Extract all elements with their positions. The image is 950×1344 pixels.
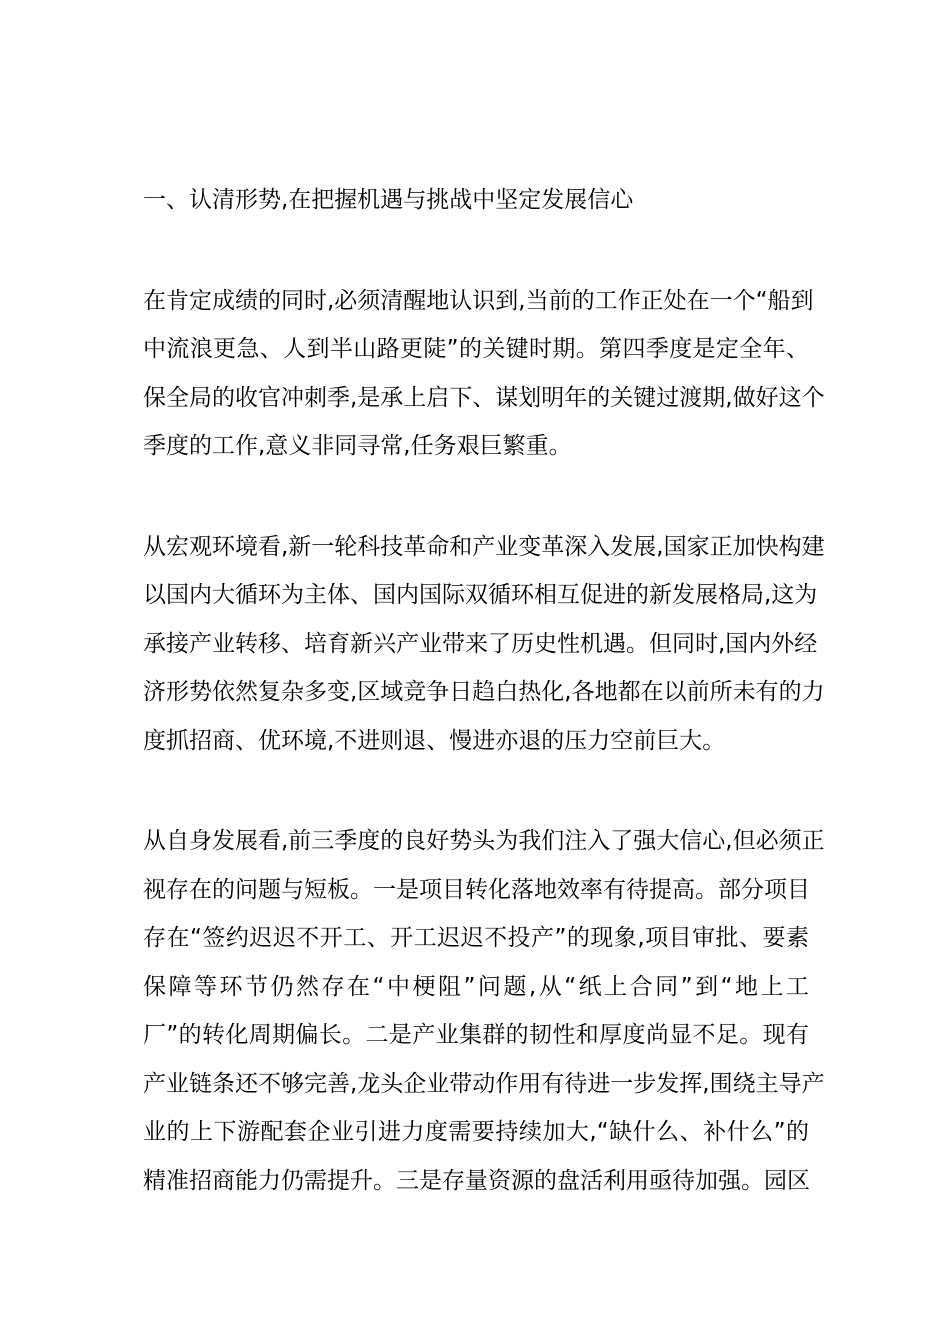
paragraph-line: 业的上下游配套企业引进力度需要持续加大,“缺什么、补什么”的 bbox=[143, 1119, 809, 1145]
paragraph-line: 视存在的问题与短板。一是项目转化落地效率有待提高。部分项目 bbox=[143, 876, 810, 903]
paragraph-line: 产业链条还不够完善,龙头企业带动作用有待进一步发挥,围绕主导产 bbox=[143, 1070, 825, 1097]
paragraph-line: 承接产业转移、培育新兴产业带来了历史性机遇。但同时,国内外经 bbox=[143, 630, 818, 657]
paragraph-line: 存在“签约迟迟不开工、开工迟迟不投产”的现象,项目审批、要素 bbox=[143, 925, 809, 951]
paragraph-line: 精准招商能力仍需提升。三是存量资源的盘活利用亟待加强。园区 bbox=[143, 1167, 810, 1194]
document-body bbox=[143, 176, 825, 1257]
paragraph-1 bbox=[143, 277, 825, 471]
paragraph-2 bbox=[143, 523, 825, 766]
paragraph-line: 从自身发展看,前三季度的良好势头为我们注入了强大信心,但必须正 bbox=[143, 828, 825, 854]
section-heading: 一、认清形势,在把握机遇与挑战中坚定发展信心 bbox=[143, 187, 634, 213]
paragraph-3 bbox=[143, 817, 825, 1205]
paragraph-line: 保全局的收官冲刺季,是承上启下、谋划明年的关键过渡期,做好这个 bbox=[143, 384, 825, 411]
paragraph-line: 季度的工作,意义非同寻常,任务艰巨繁重。 bbox=[143, 433, 572, 459]
paragraph-line: 度抓招商、优环境,不进则退、慢进亦退的压力空前巨大。 bbox=[143, 727, 726, 754]
paragraph-line: 厂”的转化周期偏长。二是产业集群的韧性和厚度尚显不足。现有 bbox=[143, 1022, 809, 1048]
paragraph-line: 从宏观环境看,新一轮科技革命和产业变革深入发展,国家正加快构建 bbox=[143, 533, 825, 560]
paragraph-line: 在肯定成绩的同时,必须清醒地认识到,当前的工作正处在一个“船到 bbox=[143, 287, 814, 314]
paragraph-line: 以国内大循环为主体、国内国际双循环相互促进的新发展格局,这为 bbox=[143, 582, 818, 608]
paragraph-line: 中流浪更急、人到半山路更陡”的关键时期。第四季度是定全年、 bbox=[143, 336, 809, 362]
paragraph-line: 济形势依然复杂多变,区域竞争日趋白热化,各地都在以前所未有的力 bbox=[143, 679, 825, 705]
paragraph-line: 保障等环节仍然存在“中梗阻”问题,从“纸上合同”到“地上工 bbox=[143, 973, 809, 1000]
